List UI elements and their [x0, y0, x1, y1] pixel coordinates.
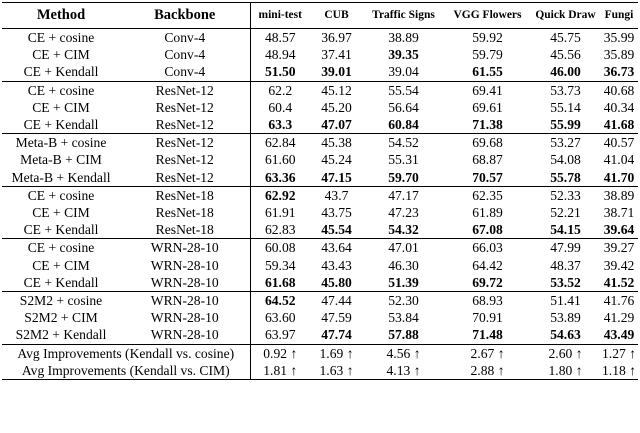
improvement-cell: 1.81 ↑	[250, 362, 310, 380]
score-cell: 54.32	[388, 222, 419, 238]
improvement-cell: 1.80 ↑	[531, 362, 600, 380]
score-cell: 51.50	[264, 64, 296, 80]
score-cell: 45.75	[531, 29, 600, 47]
score-cell: 39.35	[388, 47, 419, 63]
improvement-cell: 2.60 ↑	[531, 344, 600, 362]
score-cell: 55.54	[363, 81, 444, 99]
table-row	[2, 81, 638, 99]
score-cell: 47.74	[321, 327, 352, 343]
score-cell: 62.92	[250, 186, 310, 204]
backbone-cell: Conv-4	[120, 29, 250, 47]
score-cell: 47.23	[388, 205, 419, 221]
table-row	[2, 274, 638, 292]
score-cell: 66.03	[444, 239, 531, 257]
improvement-cell: 1.69 ↑	[310, 344, 363, 362]
score-cell: 70.57	[472, 169, 503, 185]
score-cell: 69.68	[444, 134, 531, 152]
backbone-cell: ResNet-12	[120, 116, 250, 134]
score-cell: 41.52	[603, 274, 635, 290]
score-cell: 53.89	[550, 310, 581, 326]
score-cell: 52.33	[531, 186, 600, 204]
score-cell: 39.64	[603, 222, 635, 238]
score-cell: 43.64	[310, 239, 363, 257]
summary-row	[2, 362, 638, 380]
backbone-cell: ResNet-12	[120, 81, 250, 99]
score-cell: 60.84	[388, 117, 419, 133]
results-table	[2, 2, 638, 380]
score-cell: 55.31	[388, 152, 419, 168]
header-method: Method	[2, 3, 120, 29]
method-cell: CE + Kendall	[23, 64, 99, 80]
score-cell: 45.56	[550, 47, 581, 63]
backbone-cell: WRN-28-10	[120, 239, 250, 257]
header-dataset-cub: CUB	[310, 3, 363, 29]
method-cell: CE + Kendall	[23, 274, 99, 290]
score-cell: 45.12	[310, 81, 363, 99]
score-cell: 59.79	[472, 47, 503, 63]
method-cell: CE + cosine	[2, 186, 120, 204]
score-cell: 43.43	[321, 257, 352, 273]
score-cell: 53.73	[531, 81, 600, 99]
method-cell: S2M2 + cosine	[2, 292, 120, 310]
table-row	[2, 204, 638, 221]
score-cell: 48.57	[250, 29, 310, 47]
score-cell: 35.99	[600, 29, 638, 47]
score-cell: 37.41	[321, 47, 352, 63]
backbone-cell: ResNet-18	[120, 221, 250, 239]
results-table-body	[2, 29, 638, 380]
table-row	[2, 239, 638, 257]
table-row	[2, 292, 638, 310]
method-cell: CE + CIM	[32, 205, 90, 221]
score-cell: 45.38	[310, 134, 363, 152]
score-cell: 47.01	[363, 239, 444, 257]
score-cell: 52.30	[363, 292, 444, 310]
backbone-cell: Conv-4	[120, 46, 250, 63]
score-cell: 47.07	[321, 117, 352, 133]
score-cell: 59.92	[444, 29, 531, 47]
method-cell: CE + cosine	[2, 81, 120, 99]
score-cell: 60.08	[250, 239, 310, 257]
backbone-cell: ResNet-18	[120, 186, 250, 204]
score-cell: 52.21	[550, 205, 581, 221]
improvement-cell: 4.56 ↑	[363, 344, 444, 362]
score-cell: 38.89	[600, 186, 638, 204]
score-cell: 45.20	[321, 99, 352, 115]
score-cell: 53.84	[388, 310, 419, 326]
header-dataset-fungi: Fungi	[600, 3, 638, 29]
score-cell: 48.94	[264, 47, 296, 63]
table-row	[2, 257, 638, 274]
method-cell: CE + Kendall	[23, 117, 99, 133]
backbone-cell: WRN-28-10	[120, 292, 250, 310]
table-row	[2, 186, 638, 204]
score-cell: 43.49	[603, 327, 635, 343]
score-cell: 39.42	[603, 257, 635, 273]
score-cell: 63.3	[268, 117, 293, 133]
score-cell: 69.41	[444, 81, 531, 99]
method-cell: Meta-B + cosine	[2, 134, 120, 152]
method-cell: CE + CIM	[32, 47, 90, 63]
summary-label: Avg Improvements (Kendall vs. cosine)	[2, 344, 250, 362]
backbone-cell: WRN-28-10	[120, 274, 250, 292]
header-dataset-vgg-flowers: VGG Flowers	[444, 3, 531, 29]
method-cell: S2M2 + CIM	[24, 310, 98, 326]
backbone-cell: WRN-28-10	[120, 257, 250, 274]
header-backbone: Backbone	[120, 3, 250, 29]
score-cell: 54.52	[363, 134, 444, 152]
score-cell: 39.04	[388, 64, 419, 80]
backbone-cell: ResNet-12	[120, 151, 250, 168]
score-cell: 35.89	[603, 47, 635, 63]
method-cell: CE + CIM	[32, 99, 90, 115]
score-cell: 71.48	[472, 327, 503, 343]
improvement-cell: 1.27 ↑	[600, 344, 638, 362]
score-cell: 36.73	[603, 64, 635, 80]
score-cell: 61.60	[264, 152, 296, 168]
score-cell: 45.24	[321, 152, 352, 168]
backbone-cell: WRN-28-10	[120, 309, 250, 326]
score-cell: 63.36	[264, 169, 296, 185]
score-cell: 47.44	[310, 292, 363, 310]
score-cell: 53.27	[531, 134, 600, 152]
score-cell: 64.52	[250, 292, 310, 310]
table-row	[2, 221, 638, 239]
score-cell: 59.70	[388, 169, 419, 185]
score-cell: 54.08	[550, 152, 581, 168]
table-row	[2, 63, 638, 81]
score-cell: 70.91	[472, 310, 503, 326]
method-cell: CE + Kendall	[23, 222, 99, 238]
backbone-cell: ResNet-18	[120, 204, 250, 221]
score-cell: 47.99	[531, 239, 600, 257]
score-cell: 67.08	[472, 222, 503, 238]
score-cell: 51.41	[531, 292, 600, 310]
score-cell: 61.91	[264, 205, 296, 221]
score-cell: 39.27	[600, 239, 638, 257]
improvement-cell: 2.88 ↑	[444, 362, 531, 380]
score-cell: 47.15	[321, 169, 352, 185]
score-cell: 68.87	[472, 152, 503, 168]
score-cell: 41.04	[603, 152, 635, 168]
score-cell: 39.01	[321, 64, 352, 80]
score-cell: 48.37	[550, 257, 581, 273]
table-row	[2, 116, 638, 134]
score-cell: 61.89	[472, 205, 503, 221]
score-cell: 45.54	[321, 222, 352, 238]
score-cell: 62.83	[264, 222, 296, 238]
score-cell: 54.63	[550, 327, 581, 343]
header-dataset-quick-draw: Quick Draw	[531, 3, 600, 29]
score-cell: 47.17	[363, 186, 444, 204]
header-row	[2, 3, 638, 29]
score-cell: 62.35	[444, 186, 531, 204]
method-cell: CE + cosine	[2, 239, 120, 257]
score-cell: 61.55	[472, 64, 503, 80]
backbone-cell: WRN-28-10	[120, 326, 250, 344]
score-cell: 43.75	[321, 205, 352, 221]
score-cell: 41.29	[603, 310, 635, 326]
score-cell: 69.61	[472, 99, 503, 115]
score-cell: 43.7	[310, 186, 363, 204]
score-cell: 41.68	[603, 117, 635, 133]
method-cell: Meta-B + CIM	[20, 152, 102, 168]
method-cell: CE + CIM	[32, 257, 90, 273]
score-cell: 71.38	[472, 117, 503, 133]
table-row	[2, 99, 638, 116]
score-cell: 56.64	[388, 99, 419, 115]
backbone-cell: ResNet-12	[120, 99, 250, 116]
score-cell: 62.2	[250, 81, 310, 99]
score-cell: 38.89	[363, 29, 444, 47]
score-cell: 40.68	[600, 81, 638, 99]
improvement-cell: 4.13 ↑	[363, 362, 444, 380]
score-cell: 40.57	[600, 134, 638, 152]
score-cell: 63.60	[264, 310, 296, 326]
score-cell: 46.30	[388, 257, 419, 273]
improvement-cell: 1.63 ↑	[310, 362, 363, 380]
header-dataset-traffic-signs: Traffic Signs	[363, 3, 444, 29]
score-cell: 55.78	[550, 169, 581, 185]
table-row	[2, 169, 638, 187]
summary-row	[2, 344, 638, 362]
backbone-cell: ResNet-12	[120, 134, 250, 152]
score-cell: 54.15	[550, 222, 581, 238]
table-row	[2, 309, 638, 326]
score-cell: 45.80	[321, 274, 352, 290]
summary-label: Avg Improvements (Kendall vs. CIM)	[2, 362, 250, 380]
score-cell: 55.99	[550, 117, 581, 133]
score-cell: 53.52	[550, 274, 581, 290]
score-cell: 62.84	[250, 134, 310, 152]
method-cell: Meta-B + Kendall	[11, 169, 111, 185]
score-cell: 51.39	[388, 274, 419, 290]
table-row	[2, 326, 638, 344]
score-cell: 60.4	[268, 99, 293, 115]
score-cell: 47.59	[321, 310, 352, 326]
score-cell: 59.34	[264, 257, 296, 273]
table-row	[2, 151, 638, 168]
table-row	[2, 46, 638, 63]
method-cell: CE + cosine	[2, 29, 120, 47]
improvement-cell: 1.18 ↑	[600, 362, 638, 380]
backbone-cell: ResNet-12	[120, 169, 250, 187]
score-cell: 61.68	[264, 274, 296, 290]
score-cell: 41.70	[603, 169, 635, 185]
improvement-cell: 2.67 ↑	[444, 344, 531, 362]
score-cell: 41.76	[600, 292, 638, 310]
score-cell: 36.97	[310, 29, 363, 47]
table-row	[2, 134, 638, 152]
score-cell: 38.71	[603, 205, 635, 221]
improvement-cell: 0.92 ↑	[250, 344, 310, 362]
backbone-cell: Conv-4	[120, 63, 250, 81]
table-row	[2, 29, 638, 47]
method-cell: S2M2 + Kendall	[15, 327, 107, 343]
score-cell: 40.34	[603, 99, 635, 115]
score-cell: 55.14	[550, 99, 581, 115]
score-cell: 64.42	[472, 257, 503, 273]
score-cell: 57.88	[388, 327, 419, 343]
score-cell: 46.00	[550, 64, 581, 80]
score-cell: 68.93	[444, 292, 531, 310]
score-cell: 69.72	[472, 274, 503, 290]
header-dataset-mini-test: mini-test	[250, 3, 310, 29]
score-cell: 63.97	[264, 327, 296, 343]
